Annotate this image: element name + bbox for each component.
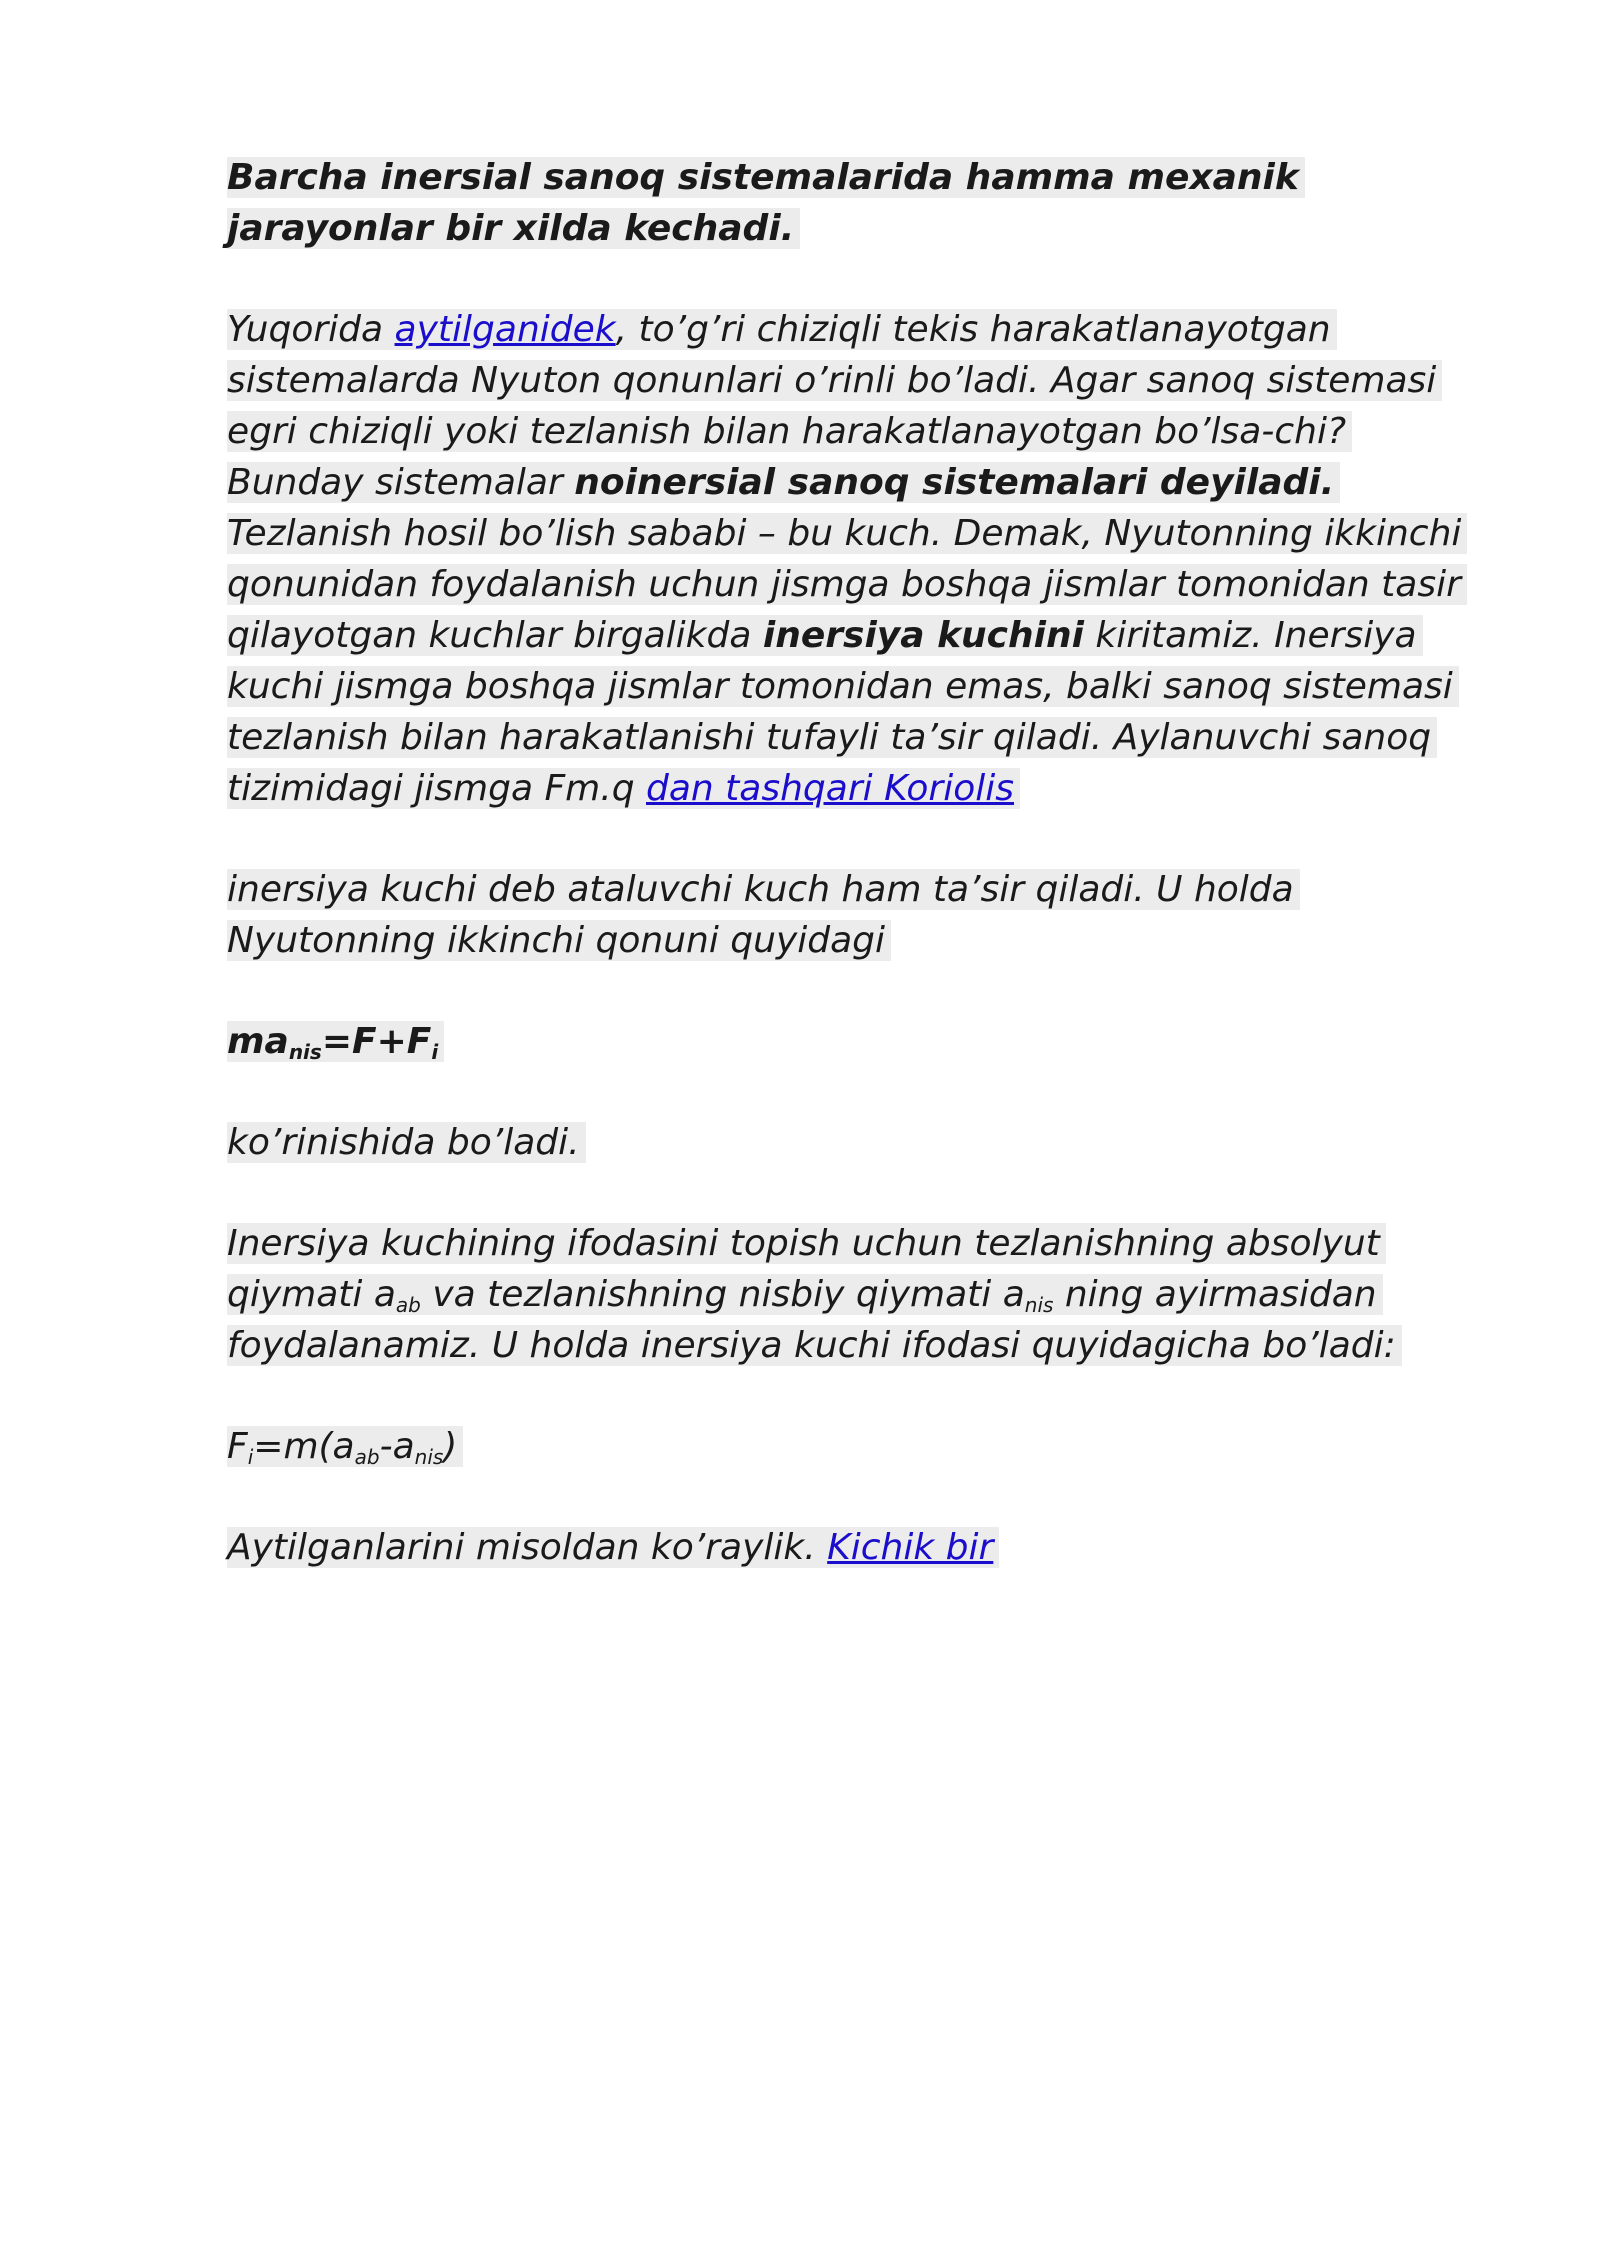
- paragraph-inertia-force-expression: [227, 1218, 1467, 1371]
- formula-inertia-force: [227, 1421, 1467, 1472]
- bold-statement: Barcha inersial sanoq sistemalarida hamma mexanik jarayonlar bir xilda kechadi.: [227, 157, 1305, 249]
- text-segment: va tezlanishning nisbiy qiymati a: [420, 1274, 1025, 1315]
- formula-part: =m(a: [253, 1426, 355, 1467]
- formula-part: -a: [379, 1426, 415, 1467]
- formula-part: ): [443, 1426, 458, 1467]
- formula-newton-noninertial: [227, 1016, 1467, 1067]
- link-kichik-bir[interactable]: Kichik bir: [827, 1527, 994, 1568]
- formula-part: =F+F: [321, 1021, 432, 1062]
- formula-subscript: nis: [414, 1445, 444, 1469]
- formula-part: ma: [227, 1021, 289, 1062]
- formula-subscript: ab: [354, 1445, 380, 1469]
- link-aytilganidek[interactable]: aytilganidek: [394, 309, 616, 350]
- bold-term-inersiya-kuchini: inersiya kuchini: [762, 615, 1084, 656]
- subscript: ab: [395, 1293, 421, 1317]
- paragraph-example-intro: [227, 1522, 1467, 1573]
- paragraph-form: [227, 1117, 1467, 1168]
- formula-subscript: i: [431, 1040, 439, 1064]
- text-segment: ning ayirmasidan foydalanamiz. U holda inersiya kuchi ifodasi quyidagicha bo’ladi:: [227, 1274, 1396, 1366]
- link-koriolis[interactable]: dan tashqari Koriolis: [646, 768, 1015, 809]
- document-page: [227, 152, 1467, 1623]
- paragraph-newton-second-law: [227, 864, 1467, 966]
- formula-subscript: nis: [288, 1040, 322, 1064]
- text-segment: Yuqorida: [227, 309, 395, 350]
- formula-part: F: [227, 1426, 248, 1467]
- text-segment: Tezlanish hosil bo’lish sababi – bu kuch. Demak, Nyutonning ikkinchi qonunidan foydalanish uchun jismga boshqa jismlar tomonidan tasir qilayotgan kuchlar birgalikda: [227, 513, 1462, 656]
- text-segment: ko’rinishida bo’ladi.: [227, 1122, 586, 1163]
- text-segment: inersiya kuchi deb ataluvchi kuch ham ta’sir qiladi. U holda Nyutonning ikkinchi qonuni quyidagi: [227, 869, 1300, 961]
- text-segment: Aytilganlarini misoldan ko’raylik.: [227, 1527, 828, 1568]
- text-segment: Inersiya kuchining ifodasini topish uchun tezlanishning absolyut qiymati a: [227, 1223, 1380, 1315]
- paragraph-noninertial: [227, 304, 1467, 814]
- paragraph-heading-statement: [227, 152, 1467, 254]
- bold-term-noinersial: noinersial sanoq sistemalari deyiladi.: [574, 462, 1335, 503]
- text-segment: kiritamiz. Inersiya kuchi jismga boshqa jismlar tomonidan emas, balki sanoq sistemasi tezlanish bilan harakatlanishi tufayli ta’sir qiladi. Aylanuvchi sanoq tizimidagi jismga Fm.q: [227, 615, 1453, 809]
- text-segment: , to’g’ri chiziqli tekis harakatlanayotgan sistemalarda Nyuton qonunlari o’rinli bo’ladi. Agar sanoq sistemasi egri chiziqli yoki tezlanish bilan harakatlanayotgan bo’lsa-chi?Bunday sistemalar: [227, 309, 1437, 503]
- subscript: nis: [1024, 1293, 1054, 1317]
- formula-subscript: i: [247, 1445, 254, 1469]
